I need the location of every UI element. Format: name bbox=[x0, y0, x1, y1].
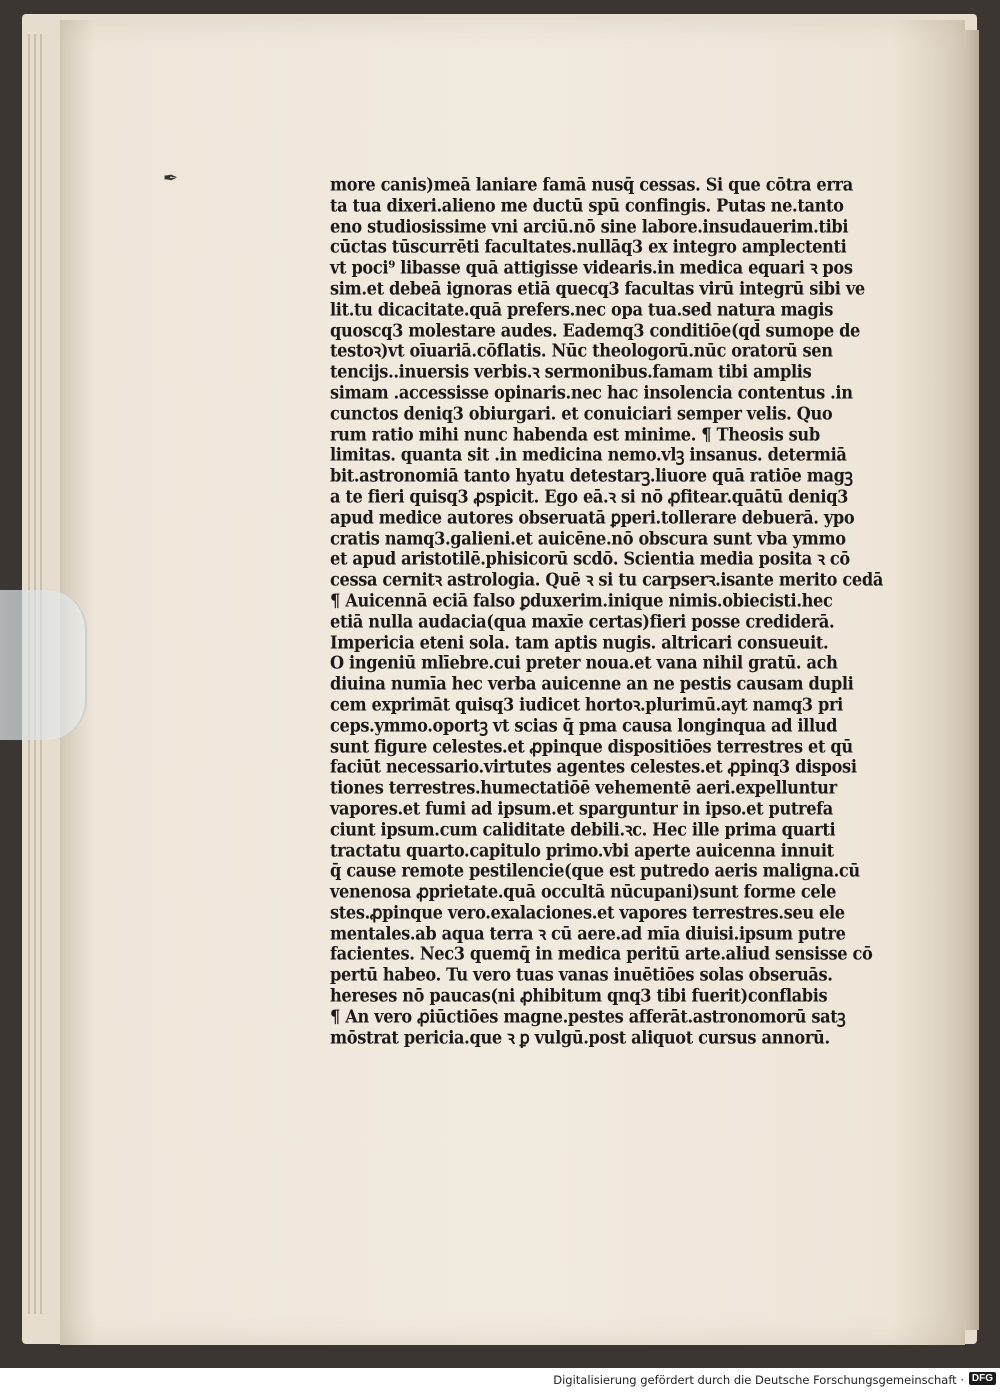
text-line: limitas. quanta sit .in medicina nemo.vlꝫ insanus. determiā bbox=[330, 444, 847, 466]
funding-notice: Digitalisierung gefördert durch die Deutsche Forschungsgemeinschaft · bbox=[553, 1373, 964, 1387]
text-line: tiones terrestres.humectatiōē vehementē aeri.expelluntur bbox=[330, 777, 837, 798]
text-line: cunctos deniq3 obiurgari. et conuiciari semper velis. Quo bbox=[330, 402, 833, 424]
text-line: cratis namq3.galieni.et auicēne.nō obscura sunt vba ymmo bbox=[330, 527, 846, 549]
text-line: pertū habeo. Tu vero tuas vanas inuētiōes solas obseruās. bbox=[330, 964, 833, 985]
text-line: stes.ꝓpinque vero.exalaciones.et vapores terrestres.seu ele bbox=[330, 902, 845, 923]
text-line: vt poci⁹ libasse quā attigisse videaris.in medica equari ꝛ pos bbox=[330, 257, 853, 278]
text-line: lit.tu dicacitate.quā prefers.nec opa tua.sed natura magis bbox=[330, 298, 833, 320]
marginal-mark: ✒ bbox=[163, 168, 179, 189]
text-line: testoꝛ)vt oīuariā.cōflatis. Nūc theologorū.nūc oratorū sen bbox=[330, 340, 833, 362]
text-line: mentales.ab aqua terra ꝛ cū aere.ad mīa diuisi.ipsum putre bbox=[330, 922, 846, 944]
text-line: sunt figure celestes.et ꝓpinque dispositiōes terrestres et qū bbox=[330, 735, 853, 757]
text-line: a te fieri quisq3 ꝓspicit. Ego eā.ꝛ si nō ꝓfitear.quātū deniq3 bbox=[330, 486, 849, 507]
text-line: O ingeniū mlīebre.cui preter noua.et vana nihil gratū. ach bbox=[330, 652, 838, 674]
text-line: rum ratio mihi nunc habenda est minime. ¶ Theosis sub bbox=[330, 423, 820, 445]
text-line: more canis)meā laniare famā nusq̄ cessas. Si que cōtra erra bbox=[330, 174, 853, 195]
page-clip bbox=[0, 590, 87, 740]
text-line: sim.et debeā ignoras etiā quecq3 facultas virū integrū sibi ve bbox=[330, 278, 865, 299]
footer-bar bbox=[0, 1368, 1000, 1393]
text-line: ¶ An vero ꝓiūctiōes magne.pestes afferāt.astronomorū satꝫ bbox=[330, 1006, 846, 1027]
text-line: ta tua dixeri.alieno me ductū spū confingis. Putas ne.tanto bbox=[330, 194, 844, 216]
text-line: cūctas tūscurrēti facultates.nullāq3 ex integro amplectenti bbox=[330, 236, 847, 258]
text-line: ¶ Auicennā eciā falso ꝑduxerim.inique nimis.obiecisti.hec bbox=[330, 590, 833, 611]
text-line: mōstrat pericia.que ꝛ ꝑ vulgū.post aliquot cursus annorū. bbox=[330, 1026, 830, 1048]
text-line: ciunt ipsum.cum caliditate debili.ꝛc. Hec ille prima quarti bbox=[330, 818, 836, 840]
text-line: apud medice autores obseruatā ꝑperi.tollerare debuerā. ypo bbox=[330, 506, 855, 528]
text-line: bit.astronomiā tanto hyatu detestarꝫ.liuore quā ratiōe magꝫ bbox=[330, 465, 853, 486]
facing-page-edge bbox=[965, 30, 979, 1330]
dfg-logo: DFG bbox=[969, 1372, 996, 1385]
text-line: etiā nulla audacia(qua maxīe certas)fieri posse crediderā. bbox=[330, 610, 835, 632]
text-line: simam .accessisse opinaris.nec hac insolencia contentus .in bbox=[330, 382, 853, 403]
text-line: et apud aristotilē.phisicorū scdō. Scientia media posita ꝛ cō bbox=[330, 548, 850, 570]
text-line: ceps.ymmo.oportꝫ vt scias q̄ pma causa longinqua ad illud bbox=[330, 714, 838, 736]
text-line: tractatu quarto.capitulo primo.vbi aperte auicenna innuit bbox=[330, 839, 834, 861]
text-line: cem exprimāt quisq3 iudicet hortoꝛ.plurimū.ayt namq3 pri bbox=[330, 694, 843, 715]
text-line: facientes. Nec3 quemq̄ in medica peritū arte.aliud sensisse cō bbox=[330, 943, 873, 965]
text-line: cessa cernitꝛ astrologia. Quē ꝛ si tu carpserꝛ.isante merito cedā bbox=[330, 569, 883, 590]
text-line: hereses nō paucas(ni ꝓhibitum qnq3 tibi fuerit)conflabis bbox=[330, 985, 828, 1006]
text-line: eno studiosissime vni arciū.nō sine labore.insudauerim.tibi bbox=[330, 215, 849, 237]
text-line: venenosa ꝓprietate.quā occultā nūcupani)sunt forme cele bbox=[330, 881, 837, 902]
text-line: tencijs..inuersis verbis.ꝛ sermonibus.famam tibi amplis bbox=[330, 361, 812, 382]
text-line: quoscq3 molestare audes. Eademq3 conditiōe(qd̄ sumope de bbox=[330, 319, 861, 341]
text-line: diuina numīa hec verba auicenne an ne pestis causam dupli bbox=[330, 673, 854, 694]
text-line: q̄ cause remote pestilencie(que est putredo aeris maligna.cū bbox=[330, 860, 860, 881]
text-line: vapores.et fumi ad ipsum.et sparguntur in ipso.et putrefa bbox=[330, 798, 833, 819]
text-line: Impericia eteni sola. tam aptis nugis. altricari consueuit. bbox=[330, 631, 829, 653]
text-line: faciūt necessario.virtutes agentes celestes.et ꝓpinq3 disposi bbox=[330, 756, 857, 778]
printed-text-block bbox=[330, 175, 940, 1048]
